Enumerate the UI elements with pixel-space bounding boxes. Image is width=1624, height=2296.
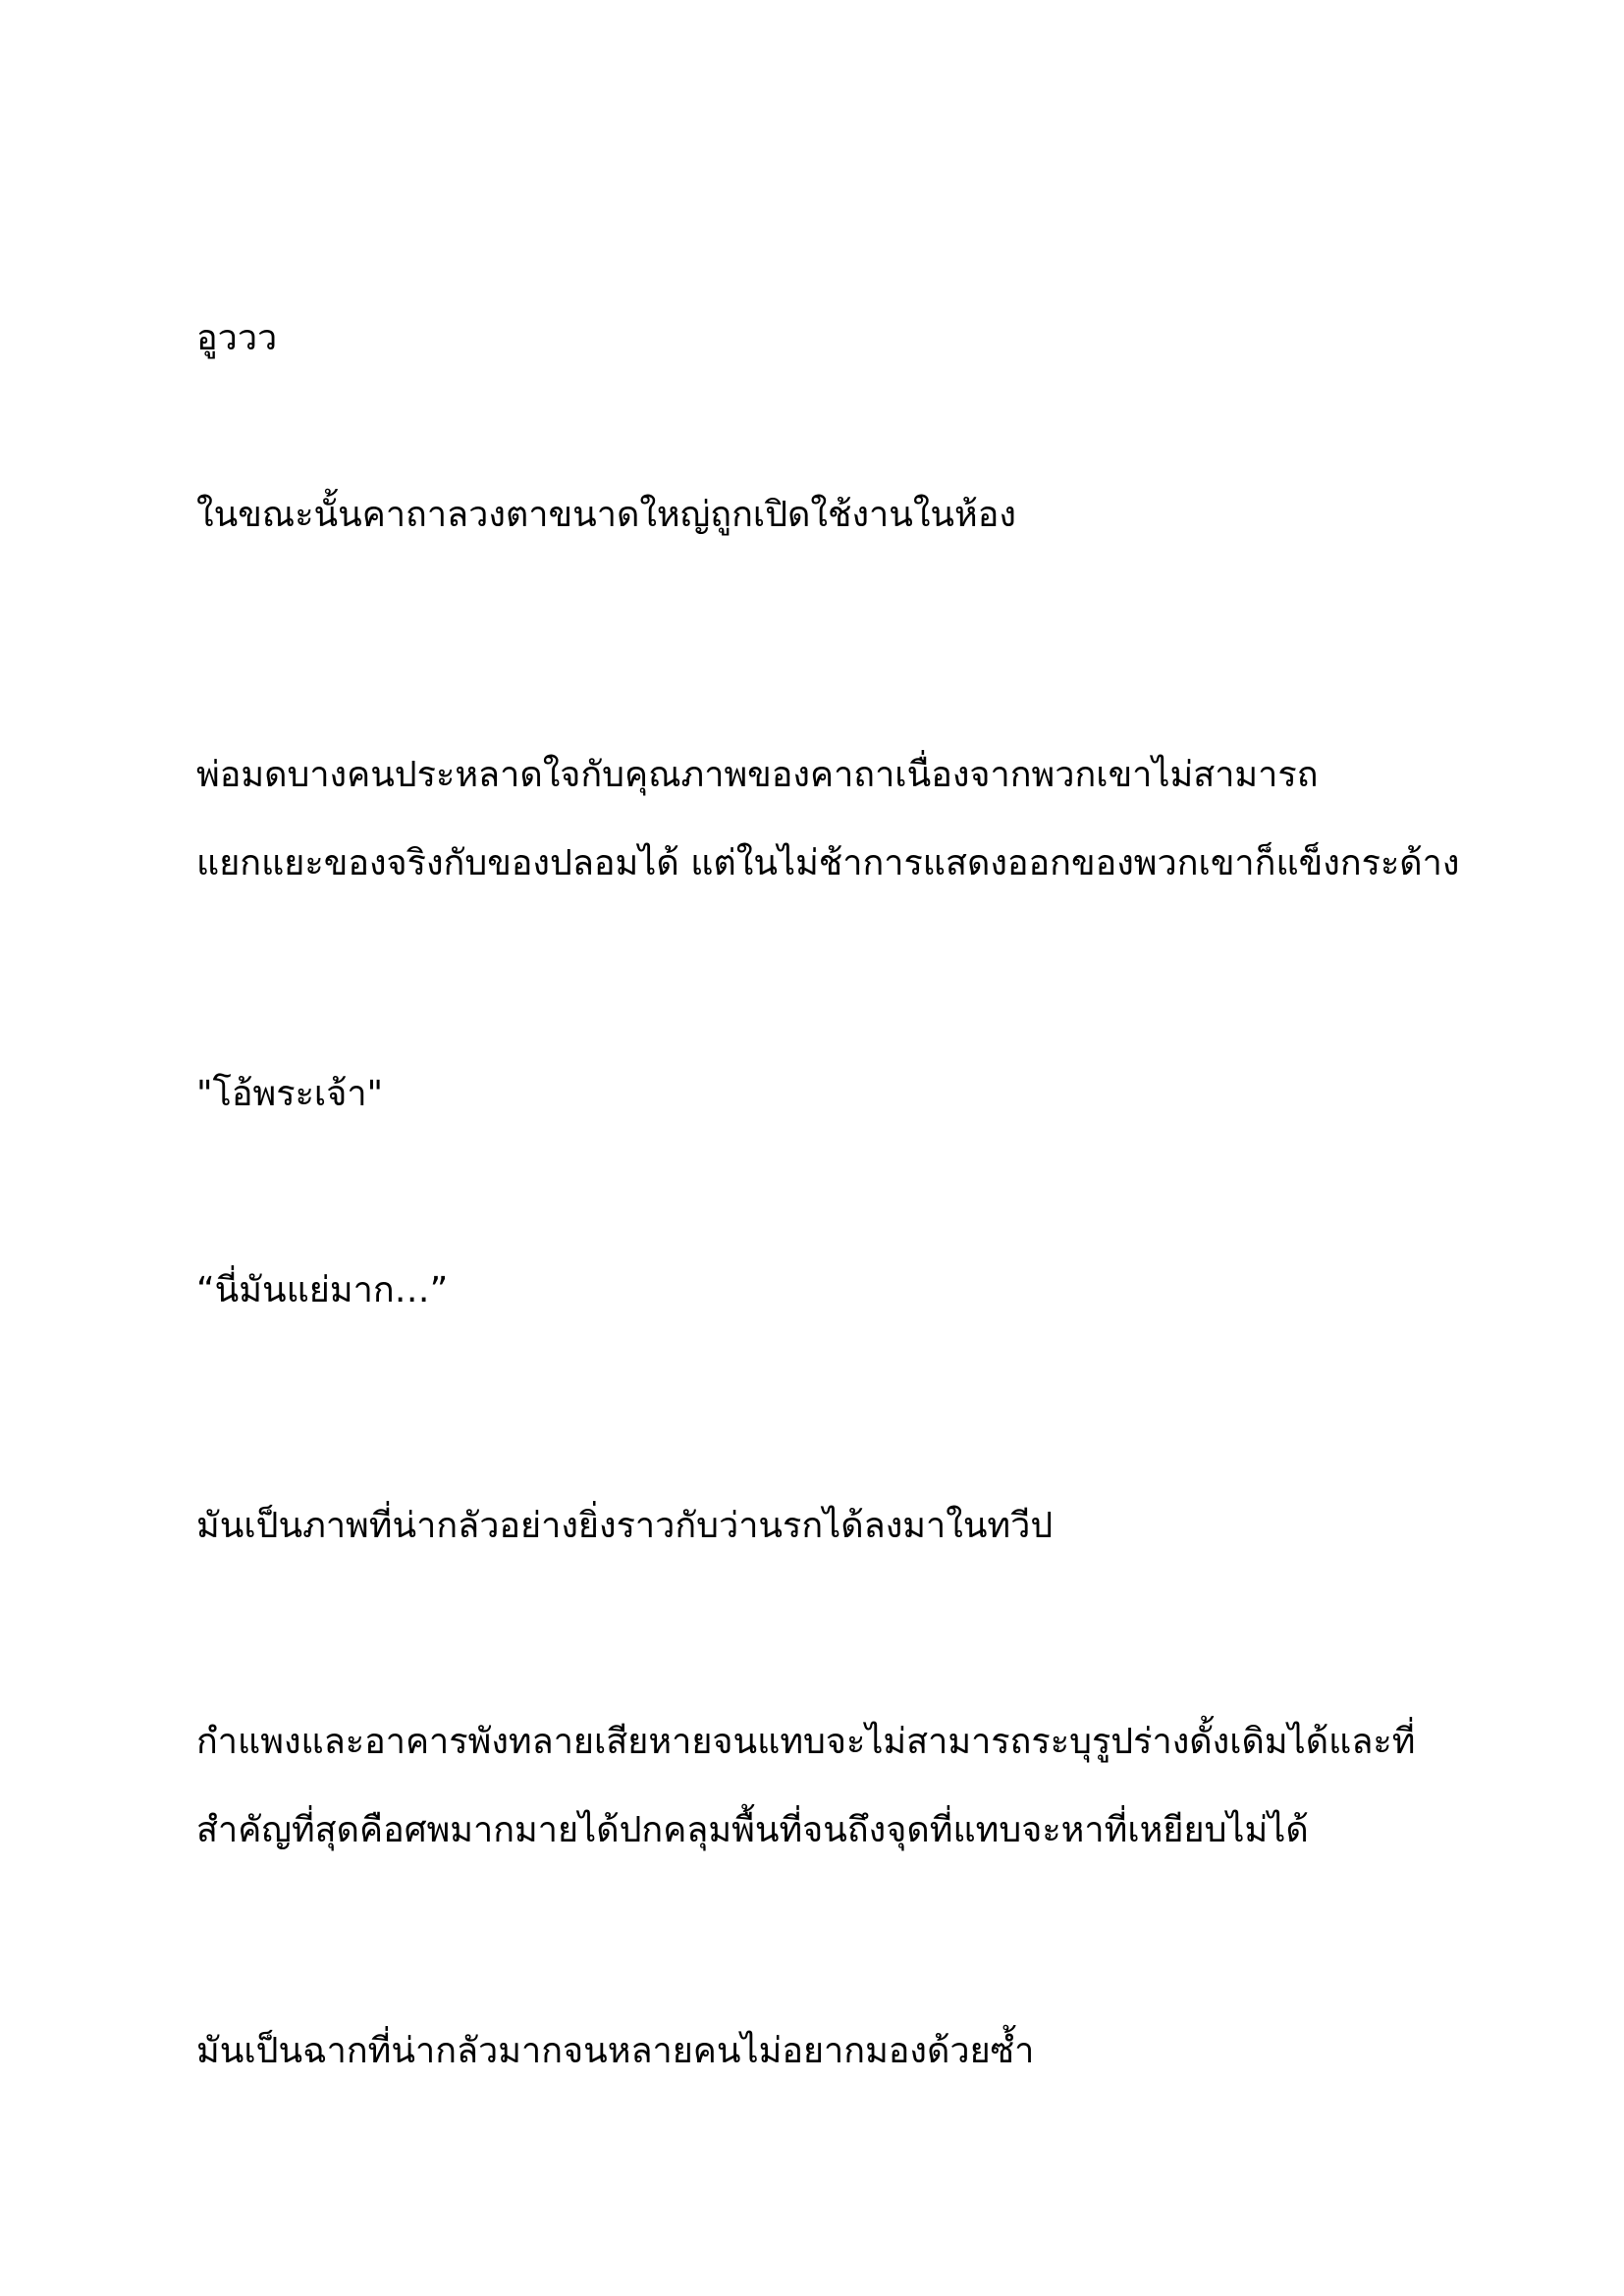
paragraph-8 xyxy=(196,2007,1473,2096)
paragraph-6 xyxy=(196,1482,1473,1571)
text-line: “นี่มันแย่มาก…” xyxy=(196,1270,449,1310)
paragraph-1 xyxy=(196,294,1473,383)
paragraph-4 xyxy=(196,1050,1473,1139)
paragraph-2 xyxy=(196,471,1473,560)
text-line: มันเป็นฉากที่น่ากลัวมากจนหลายคนไม่อยากมองด้วยซ้ำ xyxy=(196,2031,1035,2071)
text-line: มันเป็นภาพที่น่ากลัวอย่างยิ่งราวกับว่านรกได้ลงมาในทวีป xyxy=(196,1506,1054,1546)
paragraph-7 xyxy=(196,1698,1473,1875)
text-line: "โอ้พระเจ้า" xyxy=(196,1074,384,1114)
text-line: สำคัญที่สุดคือศพมากมายได้ปกคลุมพื้นที่จนถึงจุดที่แทบจะหาที่เหยียบไม่ได้ xyxy=(196,1810,1309,1850)
paragraph-5 xyxy=(196,1247,1473,1335)
text-line: กำแพงและอาคารพังทลายเสียหายจนแทบจะไม่สามารถระบุรูปร่างดั้งเดิมได้และที่ xyxy=(196,1722,1416,1762)
text-line: พ่อมดบางคนประหลาดใจกับคุณภาพของคาถาเนื่องจากพวกเขาไม่สามารถ xyxy=(196,755,1319,795)
text-line: ในขณะนั้นคาถาลวงตาขนาดใหญ่ถูกเปิดใช้งานในห้อง xyxy=(196,495,1016,535)
text-line: อูววว xyxy=(196,318,278,358)
paragraph-3 xyxy=(196,731,1473,908)
text-line: แยกแยะของจริงกับของปลอมได้ แต่ในไม่ช้าการแสดงออกของพวกเขาก็แข็งกระด้าง xyxy=(196,843,1460,883)
